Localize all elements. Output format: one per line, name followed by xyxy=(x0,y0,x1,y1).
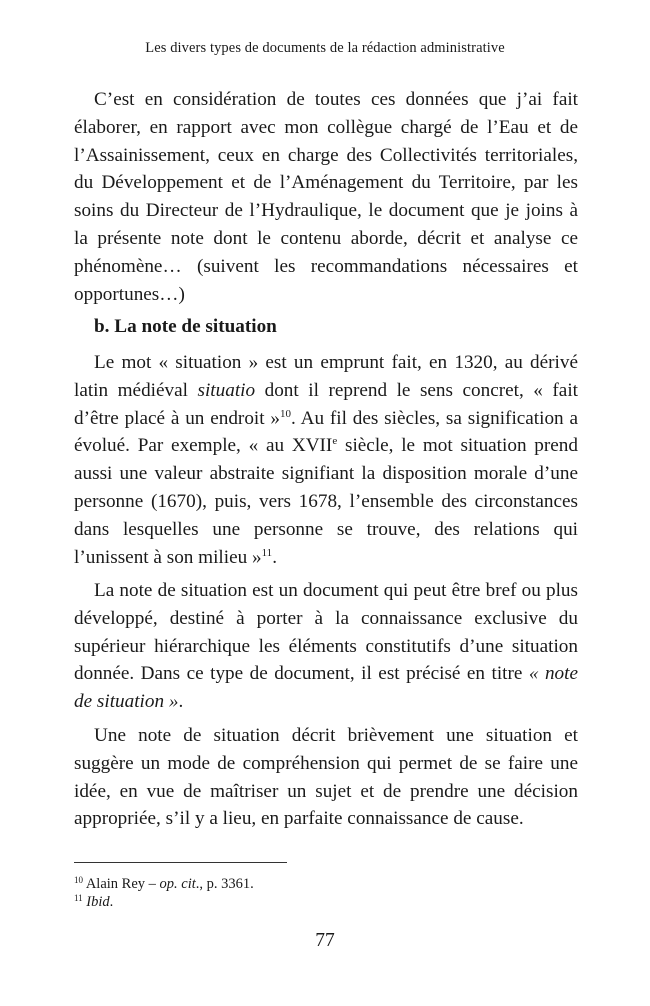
section-heading: b. La note de situation xyxy=(94,316,277,337)
text-segment: . xyxy=(272,546,277,568)
paragraph-situation-etymology xyxy=(74,349,578,571)
paragraph-intro: C’est en considération de toutes ces données que j’ai fait élaborer, en rapport avec mon collègue chargé de l’Eau et de l’Assainissement, ceux en charge des Collectivités territoriales, du Développement et de l’Aménagement du Territoire, par les soins du Directeur de l’Hydraulique, le document que je joins à la présente note dont le contenu aborde, décrit et analyse ce phénomène… (suivent les recommandations nécessaires et opportunes…) xyxy=(74,89,578,305)
footnote-ref[interactable]: 11 xyxy=(261,546,273,559)
footnote-ref[interactable]: 10 xyxy=(280,407,292,420)
italic-title: « note de situation » xyxy=(74,663,578,713)
italic-term: situatio xyxy=(197,379,256,401)
text-segment: . xyxy=(178,691,184,713)
running-header: Les divers types de documents de la rédaction administrative xyxy=(145,40,505,56)
text-segment: siècle, le mot situation prend aussi une valeur abstraite signifiant la disposition morale d’une personne (1670), puis, vers 1678, l’ensemble des circonstances dans lesquelles une personne se trouve, des relations qui l’unissent à son milieu » xyxy=(74,435,578,568)
footnote-text: Alain Rey – xyxy=(83,876,160,892)
footnote-text: ., p. 3361. xyxy=(195,876,254,892)
page-number: 77 xyxy=(315,930,335,951)
text-segment: La note de situation est un document qui peut être bref ou plus développé, destiné à porter à la connaissance exclusive du supérieur hiérarchique les éléments constitutifs d’une situation donnée. Dans ce type de document, il est précisé en titre xyxy=(74,580,578,685)
footnote-italic: Ibid xyxy=(86,894,110,910)
footnote-divider xyxy=(74,862,287,863)
footnote xyxy=(74,893,113,911)
text-segment: dont il reprend le sens concret, « fait d’être placé à un endroit » xyxy=(74,379,578,429)
century-superscript: e xyxy=(332,435,338,448)
footnote-number: 10 xyxy=(74,875,83,885)
footnote-text: . xyxy=(109,894,114,910)
text-segment: Le mot « situation » est un emprunt fait, en 1320, au dérivé latin médiéval xyxy=(74,352,578,401)
text-segment: . Au fil des siècles, sa signification a évolué. Par exemple, « au XVII xyxy=(74,407,578,457)
footnote-number: 11 xyxy=(74,893,83,903)
paragraph-purpose: Une note de situation décrit brièvement une situation et suggère un mode de compréhension qui permet de se faire une idée, en vue de maîtriser un sujet et de prendre une décision appropriée, s’il y a lieu, en parfaite connaissance de cause. xyxy=(74,725,578,830)
footnote xyxy=(74,875,254,893)
paragraph-definition xyxy=(74,577,578,716)
footnote-italic: op. cit xyxy=(159,876,196,892)
